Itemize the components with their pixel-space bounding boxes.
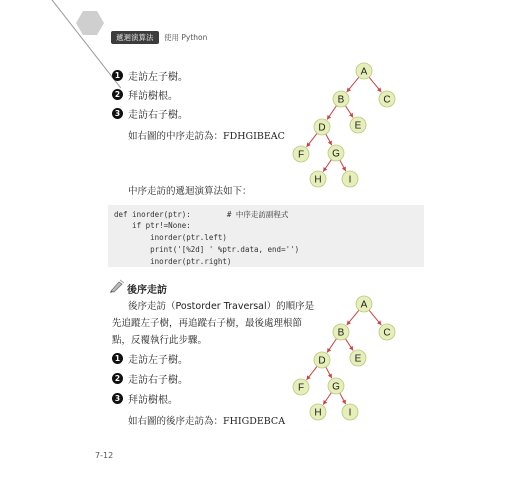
tree-node-label: I — [348, 174, 352, 186]
tree-node-c — [379, 324, 395, 340]
tree-node-label: D — [318, 355, 326, 367]
tree-node-e — [350, 350, 366, 366]
postorder-heading: 後序走訪 — [127, 285, 167, 296]
tree-node-i — [342, 404, 358, 420]
tree-node-label: E — [354, 120, 362, 132]
step-text: 拜訪樹根。 — [128, 395, 178, 406]
tree-node-label: B — [337, 327, 345, 339]
tree-edge-arrow — [323, 400, 327, 405]
inorder-intro: 中序走訪的遞迴演算法如下： — [128, 186, 252, 197]
tree-node-label: F — [297, 149, 305, 161]
tree-node-label: G — [332, 381, 340, 393]
tree-node-label: B — [337, 94, 345, 106]
step-text: 走訪右子樹。 — [128, 110, 188, 121]
code-line: inorder(ptr.right) — [114, 257, 232, 266]
tree-node-label: D — [318, 122, 326, 134]
code-line: def inorder(ptr): # 中序走訪副程式 — [114, 210, 289, 219]
chapter-badge: 遞迴演算法 — [111, 31, 159, 44]
step-text: 走訪右子樹。 — [128, 375, 188, 386]
tree-node-h — [310, 404, 326, 420]
postorder-result: 如右圖的後序走訪為：FHIGDEBCA — [128, 416, 286, 427]
step-number-icon: 1 — [112, 70, 123, 81]
step-number-icon: 3 — [112, 393, 123, 404]
page-number: 7-12 — [95, 451, 114, 460]
postorder-para-line-3: 點，反覆執行此步驟。 — [112, 335, 208, 346]
chapter-subtitle: 使用 Python — [164, 33, 208, 42]
step-number-icon: 3 — [112, 108, 123, 119]
tree-node-f — [293, 379, 309, 395]
code-line: if ptr!=None: — [114, 221, 191, 230]
tree-node-label: A — [360, 299, 368, 311]
step-number-icon: 2 — [112, 89, 123, 100]
step-number-icon: 1 — [112, 353, 123, 364]
tree-node-g — [328, 378, 344, 394]
tree-node-label: I — [348, 407, 352, 419]
step-text: 走訪左子樹。 — [128, 72, 188, 83]
code-line: inorder(ptr.left) — [114, 233, 227, 242]
step-number-icon: 2 — [112, 373, 123, 384]
tree-node-a — [356, 296, 372, 312]
tree-node-label: F — [297, 382, 305, 394]
tree-node-b — [333, 324, 349, 340]
tree-node-label: H — [314, 174, 322, 186]
step-text: 拜訪樹根。 — [128, 91, 178, 102]
tree-node-label: C — [383, 94, 391, 106]
code-line: print('[%2d] ' %ptr.data, end='') — [114, 245, 300, 254]
step-text: 走訪左子樹。 — [128, 355, 188, 366]
tree-node-d — [314, 352, 330, 368]
tree-node-label: A — [360, 66, 368, 78]
postorder-para-line-1: 後序走訪（Postorder Traversal）的順序是 — [128, 301, 315, 312]
tree-node-label: C — [383, 327, 391, 339]
tree-node-label: G — [332, 148, 340, 160]
postorder-para-line-2: 先追蹤左子樹，再追蹤右子樹，最後處理根節 — [112, 318, 303, 329]
inorder-result: 如右圖的中序走訪為：FDHGIBEAC — [128, 131, 285, 142]
tree-node-label: E — [354, 353, 362, 365]
tree-node-label: H — [314, 407, 322, 419]
